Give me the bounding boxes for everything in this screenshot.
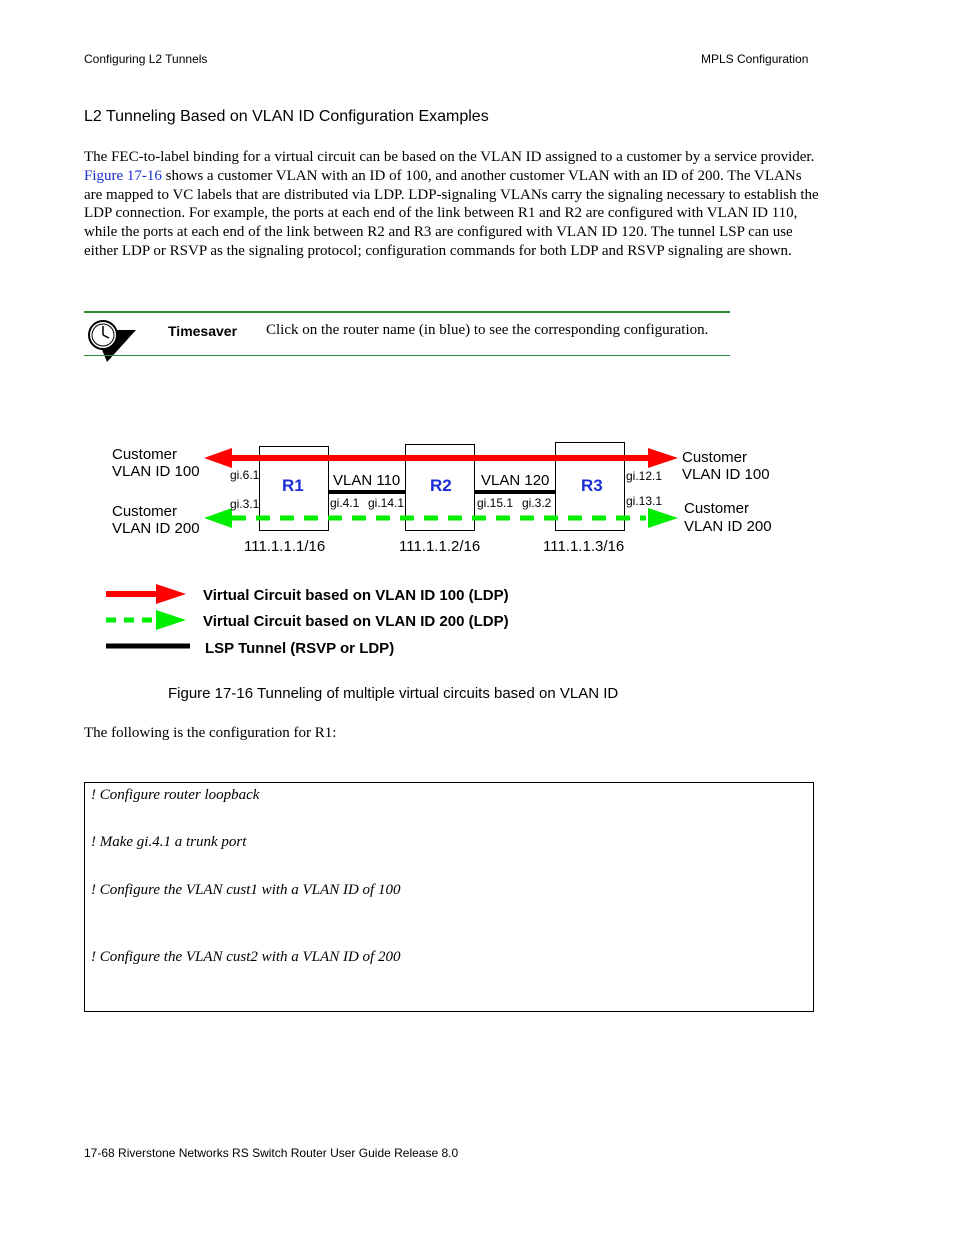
port-r1-bottom: gi.3.1: [230, 497, 260, 511]
network-diagram: [0, 430, 954, 670]
vlan-110-label: VLAN 110: [333, 472, 401, 489]
running-header-left: Configuring L2 Tunnels: [84, 52, 208, 66]
legend-lsp-label: LSP Tunnel (RSVP or LDP): [205, 640, 395, 657]
vc200-arrowhead-right: [648, 508, 678, 528]
legend-green-arrowhead: [156, 610, 186, 630]
legend-vc200-label: Virtual Circuit based on VLAN ID 200 (LDP): [203, 613, 509, 630]
figure-caption: Figure 17-16 Tunneling of multiple virtual circuits based on VLAN ID: [168, 685, 619, 702]
address-r1: 111.1.1.1/16: [244, 538, 326, 555]
vc100-arrowhead-left: [204, 448, 232, 468]
legend-red-arrowhead: [156, 584, 186, 604]
config-intro-text: The following is the configuration for R1:: [84, 725, 337, 741]
page-footer: 17-68 Riverstone Networks RS Switch Router User Guide Release 8.0: [84, 1146, 459, 1160]
customer-label-left-bottom: Customer: [112, 503, 178, 520]
port-r2-right: gi.14.1: [368, 496, 405, 510]
vlan-label-left-bottom: VLAN ID 200: [112, 520, 200, 537]
vc200-arrowhead-left: [204, 508, 232, 528]
intro-text-end: shows a customer VLAN with an ID of 100, and another customer VLAN with an ID of 200. The VLANs are mapped to VC labels that are distributed via LDP. LDP-signaling VLANs carry the signaling necessary to establish the LDP connection. For example, the ports at each end of the link between R1 and R2 are configured with VLAN ID 110, while the ports at each end of the link between R2 and R3 are configured with VLAN ID 120. The tunnel LSP can use either LDP or RSVP as the signaling protocol; configuration commands for both LDP and RSVP signaling are shown.: [84, 167, 819, 259]
config-comment: ! Make gi.4.1 a trunk port: [91, 834, 247, 850]
router-r2-link[interactable]: R2: [430, 476, 452, 495]
address-r3: 111.1.1.3/16: [543, 538, 625, 555]
running-header-right: MPLS Configuration: [701, 52, 809, 66]
timesaver-text: Click on the router name (in blue) to see the corresponding configuration.: [266, 322, 709, 338]
clock-check-icon: [86, 316, 138, 366]
customer-label-right-bottom: Customer: [684, 500, 750, 517]
port-r1-top: gi.6.1: [230, 468, 260, 482]
legend-vc100-label: Virtual Circuit based on VLAN ID 100 (LDP): [203, 587, 509, 604]
port-r3-left-a: gi.15.1: [477, 496, 514, 510]
vlan-label-left-top: VLAN ID 100: [112, 463, 200, 480]
figure-link[interactable]: Figure 17-16: [84, 167, 162, 184]
vlan-120-label: VLAN 120: [481, 472, 550, 489]
port-r3-left-b: gi.3.2: [522, 496, 552, 510]
customer-label-left-top: Customer: [112, 446, 178, 463]
customer-label-right-top: Customer: [682, 449, 748, 466]
timesaver-label: Timesaver: [168, 323, 238, 339]
intro-paragraph: [84, 148, 819, 261]
port-r2-left: gi.4.1: [330, 496, 360, 510]
config-comment: ! Configure the VLAN cust1 with a VLAN ID of 100: [91, 882, 401, 898]
config-comment: ! Configure the VLAN cust2 with a VLAN ID of 200: [91, 949, 401, 965]
config-box: [84, 782, 814, 1012]
router-r1-link[interactable]: R1: [282, 476, 304, 495]
router-r3-link[interactable]: R3: [581, 476, 603, 495]
config-comment: ! Configure router loopback: [91, 787, 260, 803]
port-r3-top: gi.12.1: [626, 469, 663, 483]
vlan-label-right-bottom: VLAN ID 200: [684, 518, 772, 535]
note-top-rule: [84, 311, 730, 313]
note-bottom-rule: [84, 355, 730, 356]
vlan-label-right-top: VLAN ID 100: [682, 466, 770, 483]
section-title: L2 Tunneling Based on VLAN ID Configuration Examples: [84, 108, 489, 125]
port-r3-bottom: gi.13.1: [626, 494, 663, 508]
address-r2: 111.1.1.2/16: [399, 538, 481, 555]
vc100-arrowhead-right: [648, 448, 678, 468]
intro-text-start: The FEC-to-label binding for a virtual circuit can be based on the VLAN ID assigned to a customer by a service provider.: [84, 149, 815, 165]
